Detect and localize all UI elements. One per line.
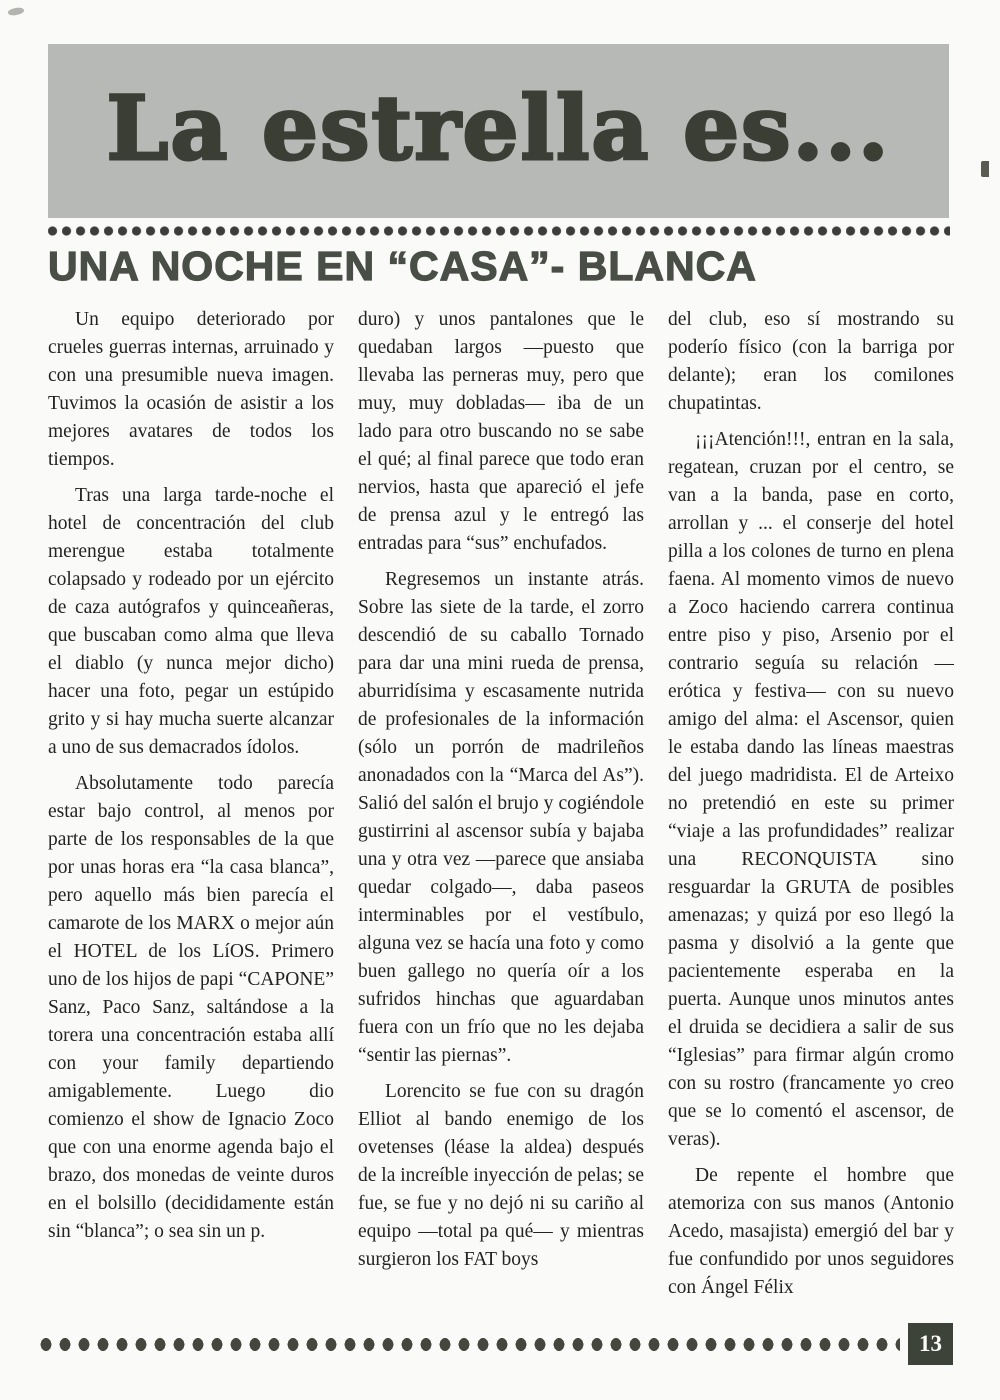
paragraph: Lorencito se fue con su dragón Elliot al bando enemigo de los ovetenses (léase la aldea) después de la increíble inyección de pelas; se fue, se fue y no dejó ni su cariño al equipo —total pa qué— y mientras surgieron los FAT boys	[358, 1081, 644, 1270]
scan-smudge-artifact	[8, 7, 25, 17]
masthead-title: La estrella es...	[106, 76, 891, 180]
paragraph: duro) y unos pantalones que le quedaban largos —puesto que llevaba las perneras muy, pero que muy, muy dobladas— iba de un lado para otro buscando no se sabe el qué; al final parece que todo eran nervios, hasta que apareció el jefe de prensa azul y le entregó las entradas para “sus” enchufados.	[358, 309, 644, 554]
text-column-2	[358, 306, 644, 1308]
page-number-badge	[908, 1323, 953, 1365]
scan-edge-artifact	[981, 161, 989, 177]
paragraph: del club, eso sí mostrando su poderío físico (con la barriga por delante); eran los comilones chupatintas.	[668, 309, 954, 414]
text-column-1	[48, 306, 334, 1308]
paragraph: Tras una larga tarde-noche el hotel de concentración del club merengue estaba totalmente colapsado y rodeado por un ejército de caza autógrafos y quinceañeras, que buscaban como alma que lleva el diablo (y nunca mejor dicho) hacer una foto, pegar un estúpido grito y si hay mucha suerte alcanzar a uno de sus demacrados ídolos.	[48, 485, 334, 758]
article-body	[48, 306, 954, 1308]
paragraph: Un equipo deteriorado por crueles guerras internas, arruinado y con una presumible nueva imagen. Tuvimos la ocasión de asistir a los mejores avatares de todos los tiempos.	[48, 309, 334, 470]
paragraph: ¡¡¡Atención!!!, entran en la sala, regatean, cruzan por el centro, se van a la banda, pase en corto, arrollan y ... el conserje del hotel pilla a los colones de turno en plena faena. Al momento vimos de nuevo a Zoco haciendo carrera continua entre piso y piso, Arsenio por el contrario seguía su relación —erótica y festiva— con su nuevo amigo del alma: el Ascensor, quien le estaba dando las líneas maestras del juego madridista. El de Arteixo no pretendió en este su primer “viaje a las profundidades” realizar una RECONQUISTA sino resguardar la GRUTA de posibles amenazas; y quizá por eso llegó la pasma y disolvió a la gente que pacientemente esperaba en la puerta. Aunque unos minutos antes el druida se decidiera a salir de sus “Iglesias” para firmar algún cromo con su rostro (francamente yo creo que se lo comentó el ascensor, de veras).	[668, 429, 954, 1150]
article-headline: UNA NOCHE EN “CASA”- BLANCA	[48, 243, 757, 289]
dotted-divider-bottom	[40, 1337, 900, 1352]
text-column-3	[668, 306, 954, 1308]
masthead-banner	[48, 44, 949, 218]
dotted-divider-top	[48, 226, 950, 236]
paragraph: Regresemos un instante atrás. Sobre las siete de la tarde, el zorro descendió de su caballo Tornado para dar una mini rueda de prensa, aburridísima y escasamente nutrida de profesionales de la información (sólo un porrón de madrileños anonadados con la “Marca del As”). Salió del salón el brujo y cogiéndole gustirrini al ascensor subía y bajaba una y otra vez —parece que ansiaba quedar colgado—, daba paseos interminables por el vestíbulo, alguna vez se hacía una foto y como buen gallego no quería oír a los sufridos hinchas que aguardaban fuera con un frío que no les dejaba “sentir las piernas”.	[358, 569, 644, 1066]
paragraph: De repente el hombre que atemoriza con sus manos (Antonio Acedo, masajista) emergió del bar y fue confundido por unos seguidores con Ángel Félix	[668, 1165, 954, 1298]
page-number: 13	[919, 1331, 942, 1356]
paragraph: Absolutamente todo parecía estar bajo control, al menos por parte de los responsables de la que por unas horas era “la casa blanca”, pero aquello más bien parecía el camarote de los MARX o mejor aún el HOTEL de los LíOS. Primero uno de los hijos de papi “CAPONE” Sanz, Paco Sanz, saltándose a la torera una concentración estaba allí con your family departiendo amigablemente. Luego dio comienzo el show de Ignacio Zoco que con una enorme agenda bajo el brazo, dos monedas de veinte duros en el bolsillo (decididamente están sin “blanca”; o sea sin un p.	[48, 773, 334, 1242]
